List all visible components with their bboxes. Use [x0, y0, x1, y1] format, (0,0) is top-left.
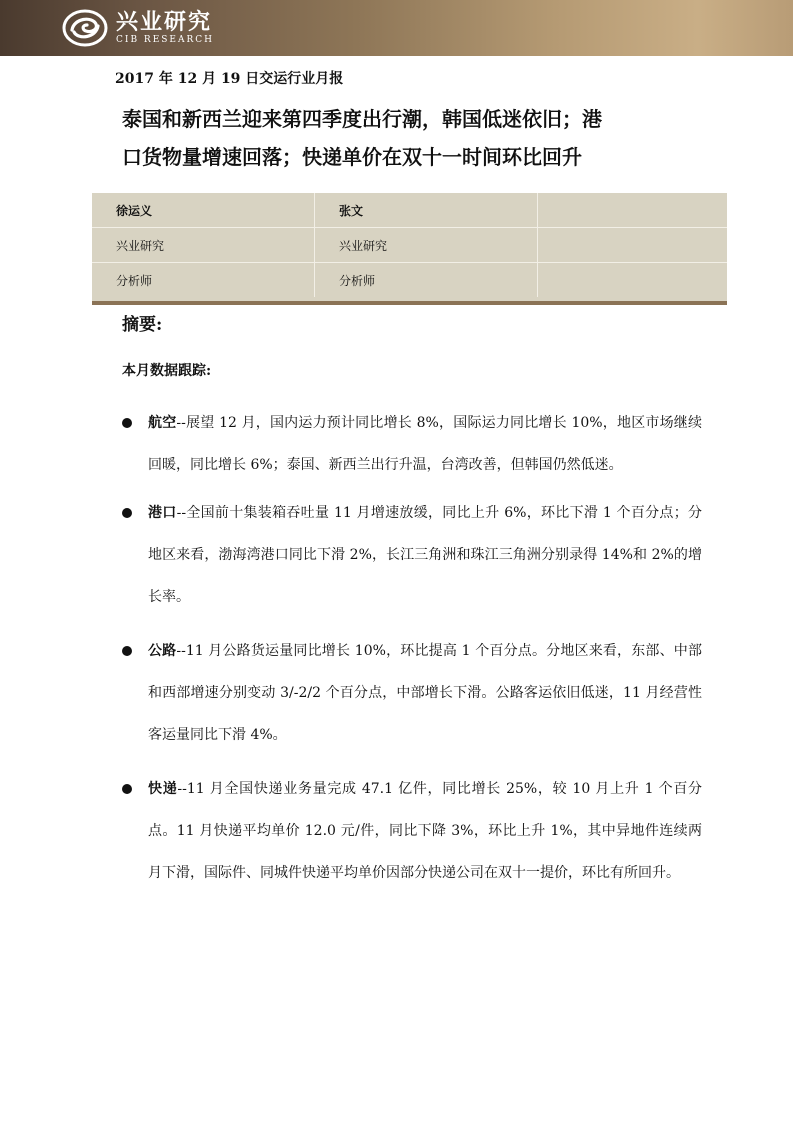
summary-item-text: --11 月全国快递业务量完成 47.1 亿件，同比增长 25%，较 10 月上升 1 个百分点。11 月快递平均单价 12.0 元/件，同比下降 3%，环比上升 1%，其中异地件连续两月下滑，国际件、同城件快递平均单价因部分快递公司在双十一提价，环比有所回升。: [148, 781, 703, 881]
author-row-org: [92, 228, 727, 263]
summary-item-head: 公路: [148, 643, 177, 659]
summary-item-ports: [122, 492, 702, 618]
header-band: [0, 0, 793, 56]
summary-item-text: --11 月公路货运量同比增长 10%，环比提高 1 个百分点。分地区来看，东部、中部和西部增速分别变动 3/-2/2 个百分点，中部增长下滑。公路客运依旧低迷，11 月经营性客运量同比下滑 4%。: [148, 643, 702, 743]
summary-item-text: --展望 12 月，国内运力预计同比增长 8%，国际运力同比增长 10%，地区市场继续回暖，同比增长 6%；泰国、新西兰出行升温，台湾改善，但韩国仍然低迷。: [148, 415, 703, 473]
author-2-org: 兴业研究: [315, 228, 538, 263]
author-1-role: 分析师: [92, 263, 315, 298]
summary-item-aviation: [122, 402, 702, 486]
author-row-names: [92, 193, 727, 228]
logo-chinese-text: 兴业研究: [116, 9, 213, 35]
summary-list: [122, 402, 702, 894]
title-line-2: 口货物量增速回落；快递单价在双十一时间环比回升: [122, 145, 582, 169]
author-2-role: 分析师: [315, 263, 538, 298]
bullet-dot-icon: [122, 508, 132, 518]
summary-item-head: 快递: [148, 781, 178, 797]
author-1-name: 徐运义: [92, 193, 315, 228]
summary-item-head: 港口: [148, 505, 177, 521]
author-3-role: [538, 263, 728, 298]
summary-item-text: --全国前十集装箱吞吐量 11 月增速放缓，同比上升 6%，环比下滑 1 个百分点；分地区来看，渤海湾港口同比下滑 2%，长江三角洲和珠江三角洲分别录得 14%和 2%的增长率。: [148, 505, 702, 605]
author-1-org: 兴业研究: [92, 228, 315, 263]
bullet-dot-icon: [122, 784, 132, 794]
bullet-dot-icon: [122, 646, 132, 656]
bullet-dot-icon: [122, 418, 132, 428]
cib-logo: [62, 6, 214, 50]
report-title: [122, 100, 762, 176]
author-table: [92, 193, 727, 305]
author-row-role: [92, 263, 727, 298]
logo-english-text: CIB RESEARCH: [116, 35, 215, 45]
title-line-1: 泰国和新西兰迎来第四季度出行潮，韩国低迷依旧；港: [122, 107, 602, 131]
report-date: 2017 年 12 月 19 日交运行业月报: [115, 71, 344, 87]
abstract-heading: 摘要:: [122, 315, 163, 335]
summary-item-head: 航空: [148, 415, 177, 431]
author-3-name: [538, 193, 728, 228]
summary-item-highway: [122, 630, 702, 756]
cib-logo-icon: [62, 8, 108, 48]
data-tracking-heading: 本月数据跟踪:: [122, 363, 212, 379]
summary-item-express: [122, 768, 702, 894]
author-3-org: [538, 228, 728, 263]
author-2-name: 张文: [315, 193, 538, 228]
